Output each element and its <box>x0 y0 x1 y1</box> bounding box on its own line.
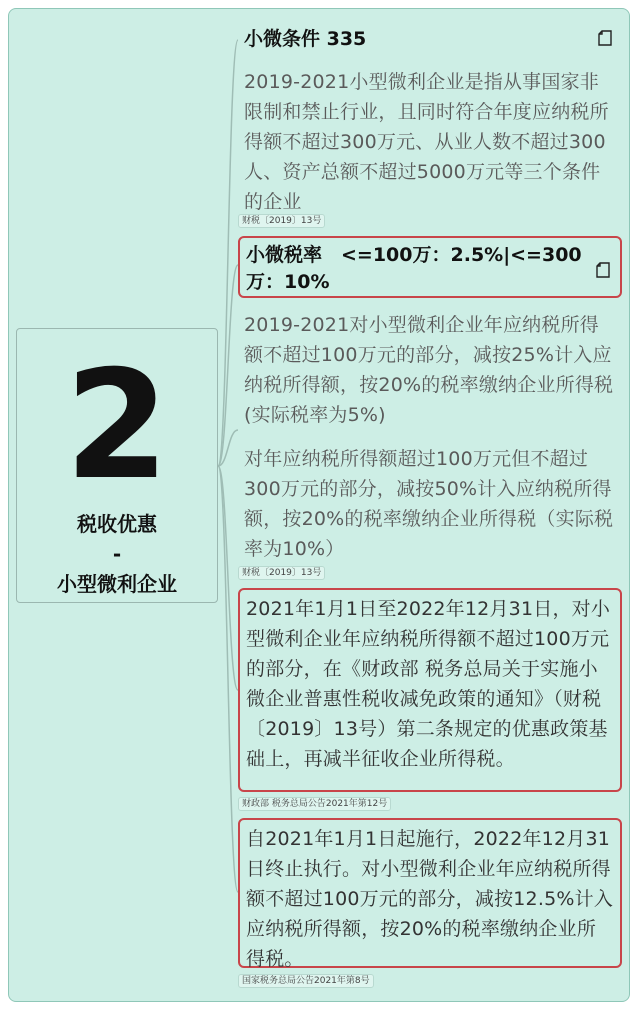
root-node[interactable] <box>16 328 218 603</box>
node-tax-rate[interactable] <box>238 236 622 298</box>
node-rate-detail-2[interactable] <box>238 444 622 564</box>
root-title-line2: - <box>112 542 122 566</box>
root-title-line1: 税收优惠 <box>77 512 157 536</box>
node-policy-2022[interactable] <box>238 818 622 968</box>
rate-source-tag: 财税〔2019〕13号 <box>238 566 325 580</box>
conditions-heading-text: 小微条件 335 <box>244 28 367 50</box>
policy-2021-source-tag: 财政部 税务总局公告2021年第12号 <box>238 797 391 811</box>
rate-detail-2-text: 对年应纳税所得额超过100万元但不超过300万元的部分，减按50%计入应纳税所得额，按20%的税率缴纳企业所得税（实际税率为10%） <box>244 448 614 560</box>
node-rate-detail-1[interactable] <box>238 310 622 430</box>
conditions-source-tag: 财税〔2019〕13号 <box>238 214 325 228</box>
conditions-text: 2019-2021小型微利企业是指从事国家非限制和禁止行业，且同时符合年度应纳税所得额不超过300万元、从业人数不超过300人、资产总额不超过5000万元等三个条件的企业 <box>244 71 609 213</box>
root-title <box>17 509 217 599</box>
note-icon[interactable] <box>596 262 610 278</box>
note-icon[interactable] <box>598 30 612 46</box>
root-title-line3: 小型微利企业 <box>57 572 177 596</box>
node-policy-2021[interactable] <box>238 588 622 792</box>
policy-2021-text: 2021年1月1日至2022年12月31日，对小型微利企业年应纳税所得额不超过100万元的部分，在《财政部 税务总局关于实施小微企业普惠性税收减免政策的通知》（财税〔2019〕13号）第二条规定的优惠政策基础上，再减半征收企业所得税。 <box>246 598 611 770</box>
policy-2022-source-tag: 国家税务总局公告2021年第8号 <box>238 974 374 988</box>
policy-2022-text: 自2021年1月1日起施行，2022年12月31日终止执行。对小型微利企业年应纳税所得额不超过100万元的部分，减按12.5%计入应纳税所得额，按20%的税率缴纳企业所得税。 <box>246 828 614 970</box>
rate-heading-text: 小微税率 <=100万：2.5%|<=300万：10% <box>246 244 582 293</box>
topic-number: 2 <box>64 339 170 513</box>
conditions-heading <box>238 26 622 53</box>
node-conditions[interactable] <box>238 26 622 217</box>
rate-detail-1-text: 2019-2021对小型微利企业年应纳税所得额不超过100万元的部分，减按25%计入应纳税所得额，按20%的税率缴纳企业所得税(实际税率为5%) <box>244 314 614 426</box>
rate-heading <box>240 238 620 296</box>
